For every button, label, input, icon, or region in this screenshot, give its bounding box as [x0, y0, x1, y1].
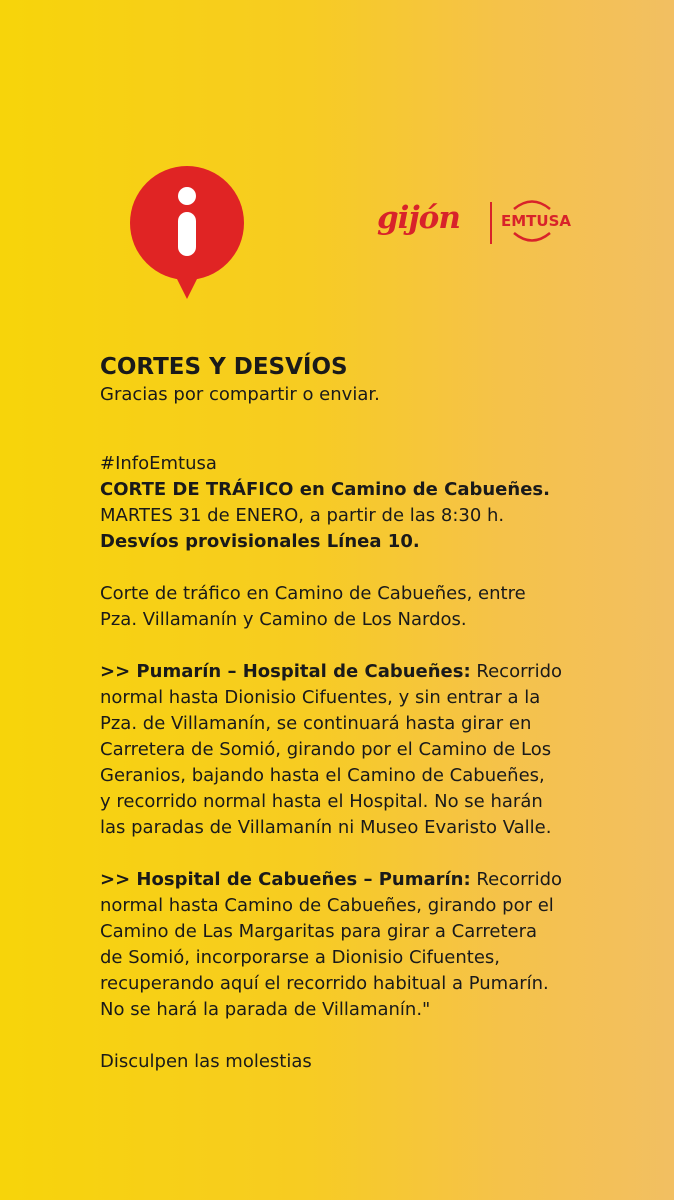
route1-first-rest: Recorrido [470, 661, 563, 682]
notice-date: MARTES 31 de ENERO, a partir de las 8:30 h. [100, 505, 505, 526]
intro-line: Pza. Villamanín y Camino de Los Nardos. [100, 609, 467, 630]
emtusa-arc-bottom-icon [510, 232, 554, 244]
route1-line: Carretera de Somió, girando por el Camino de Los [100, 739, 552, 760]
info-pin-icon [128, 165, 246, 301]
closing-text: Disculpen las molestias [100, 1051, 312, 1072]
logo-divider [490, 202, 492, 244]
emtusa-wordmark: EMTUSA [501, 212, 571, 230]
route2-line: Camino de Las Margaritas para girar a Carretera [100, 921, 538, 942]
gijon-logo: gijón [377, 200, 460, 236]
hashtag: #InfoEmtusa [100, 453, 217, 474]
notice-content [100, 352, 660, 1075]
page-title: CORTES Y DESVÍOS [100, 354, 348, 380]
page-subtitle: Gracias por compartir o enviar. [100, 384, 380, 405]
route1-line: y recorrido normal hasta el Hospital. No se harán [100, 791, 543, 812]
emtusa-arc-icon [510, 198, 554, 210]
route1-first-line [100, 659, 660, 685]
route1-line: Pza. de Villamanín, se continuará hasta girar en [100, 713, 532, 734]
notice-headline: CORTE DE TRÁFICO en Camino de Cabueñes. [100, 479, 550, 500]
route2-line: recuperando aquí el recorrido habitual a Pumarín. [100, 973, 549, 994]
emtusa-logo [499, 198, 579, 246]
route1-line: Geranios, bajando hasta el Camino de Cabueñes, [100, 765, 545, 786]
route1-line: normal hasta Dionisio Cifuentes, y sin entrar a la [100, 687, 541, 708]
route2-line: No se hará la parada de Villamanín." [100, 999, 431, 1020]
route1-line: las paradas de Villamanín ni Museo Evaristo Valle. [100, 817, 552, 838]
route2-line: de Somió, incorporarse a Dionisio Cifuentes, [100, 947, 500, 968]
notice-detour: Desvíos provisionales Línea 10. [100, 531, 420, 552]
intro-line: Corte de tráfico en Camino de Cabueñes, entre [100, 583, 526, 604]
route2-first-line [100, 867, 660, 893]
route2-label: >> Hospital de Cabueñes – Pumarín: [100, 869, 471, 890]
route2-line: normal hasta Camino de Cabueñes, girando por el [100, 895, 554, 916]
route1-label: >> Pumarín – Hospital de Cabueñes: [100, 661, 471, 682]
route2-first-rest: Recorrido [470, 869, 563, 890]
